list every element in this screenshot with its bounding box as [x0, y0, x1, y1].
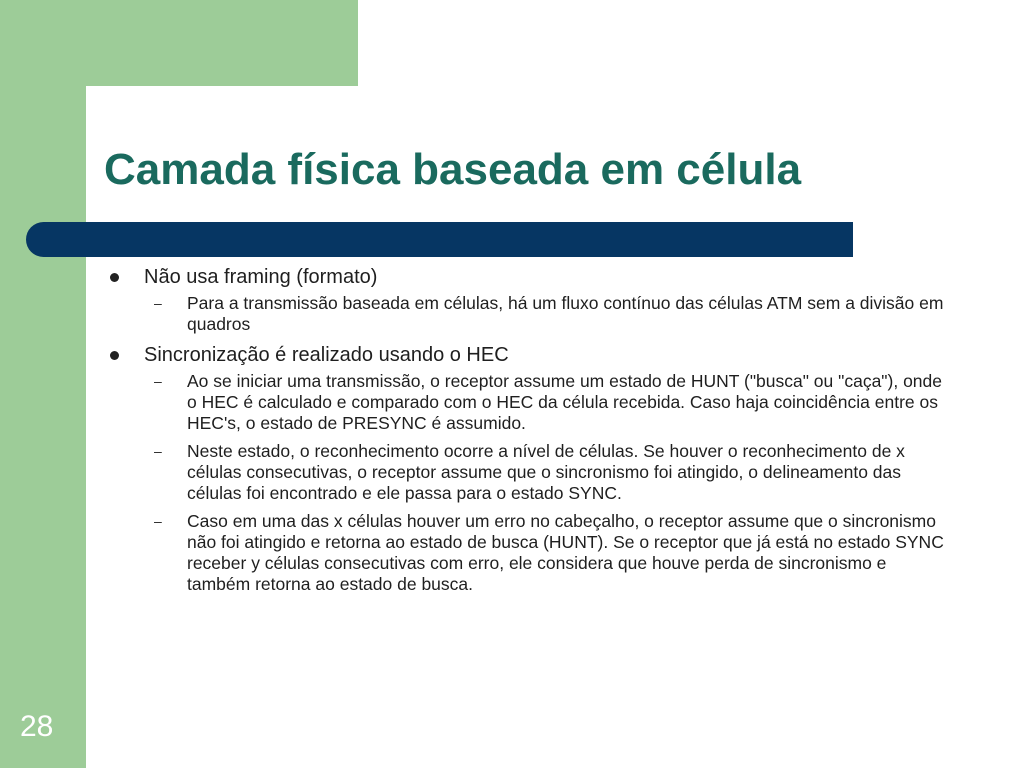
sub-item-text: Ao se iniciar uma transmissão, o receptor assume um estado de HUNT ("busca" ou "caça"), onde o HEC é calculado e comparado com o HEC da célula recebida. Caso haja coincidência entre os HEC's, o estado de PRESYNC é assumido.: [187, 371, 943, 433]
dash-icon: –: [154, 295, 162, 311]
dash-icon: –: [154, 443, 162, 459]
sub-list: [108, 371, 948, 595]
sub-item-text: Caso em uma das x células houver um erro no cabeçalho, o receptor assume que o sincronismo não foi atingido e retorna ao estado de busca (HUNT). Se o receptor que já está no estado SYNC receber y células consecutivas com erro, ele considera que houve perda de sincronismo e também retorna ao estado de busca.: [187, 511, 944, 594]
page-number: 28: [20, 710, 54, 743]
bullet-item: [108, 265, 948, 289]
slide-title: Camada física baseada em célula: [104, 145, 802, 194]
title-underline-bar: [26, 222, 853, 257]
bullet-dot-icon: [110, 273, 119, 282]
sub-item-text: Para a transmissão baseada em células, há um fluxo contínuo das células ATM sem a divisão em quadros: [187, 293, 944, 334]
bullet-text: Não usa framing (formato): [144, 266, 378, 288]
sub-item: [108, 441, 948, 504]
sub-item: [108, 371, 948, 434]
sub-list: [108, 293, 948, 335]
bullet-item: [108, 343, 948, 367]
dash-icon: –: [154, 513, 162, 529]
bullet-dot-icon: [110, 351, 119, 360]
frame-top-band: [0, 0, 358, 86]
sub-item: [108, 511, 948, 595]
sub-item: [108, 293, 948, 335]
frame-left-band: [0, 0, 86, 768]
sub-item-text: Neste estado, o reconhecimento ocorre a nível de células. Se houver o reconhecimento de x células consecutivas, o receptor assume que o sincronismo foi atingido, o delineamento das células foi encontrado e ele passa para o estado SYNC.: [187, 441, 905, 503]
dash-icon: –: [154, 373, 162, 389]
slide-content: [108, 265, 948, 603]
bullet-text: Sincronização é realizado usando o HEC: [144, 344, 509, 366]
